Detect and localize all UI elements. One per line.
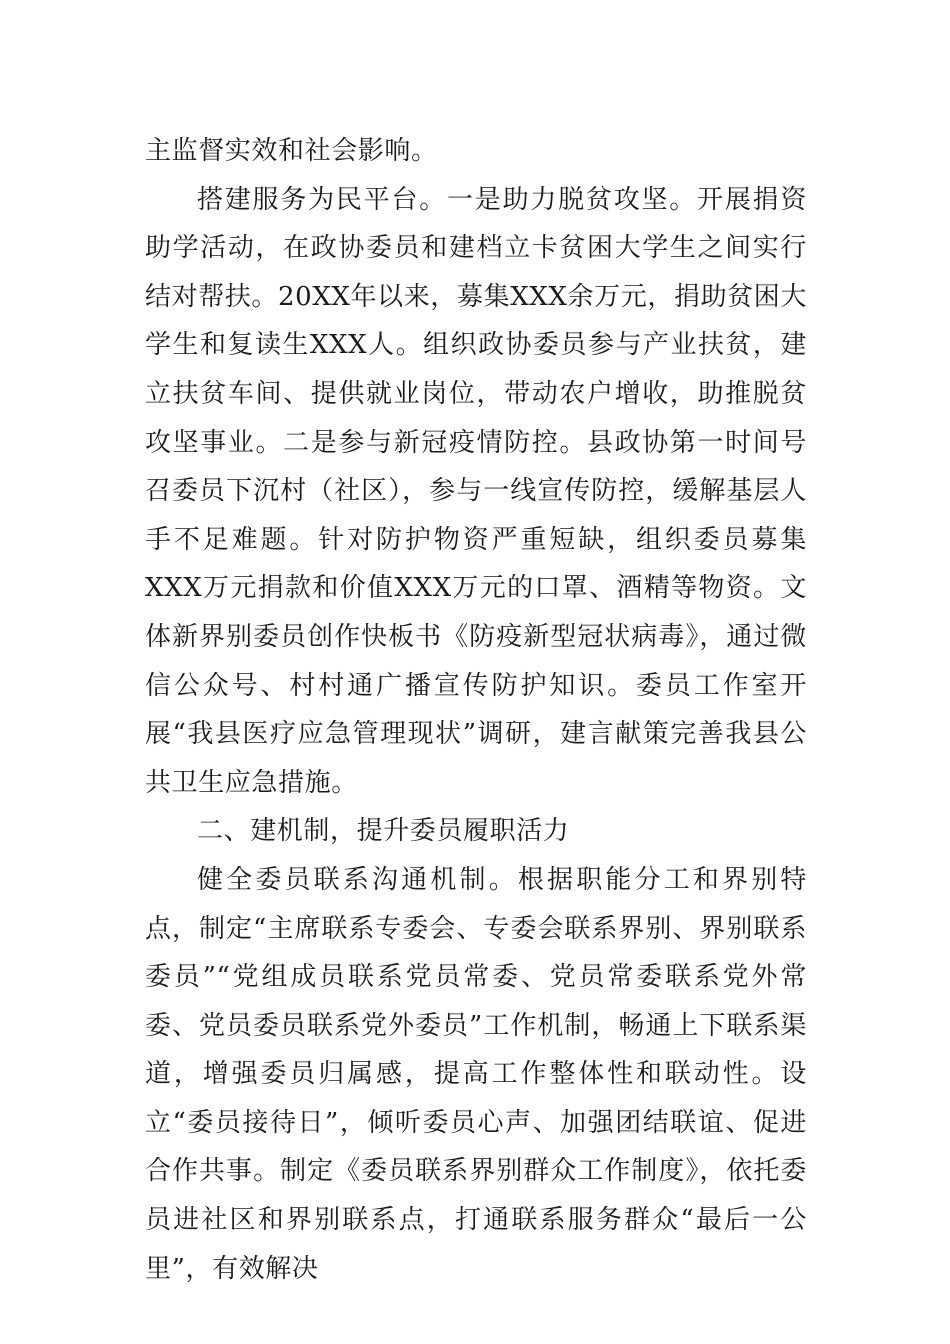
paragraph-service-platform: 搭建服务为民平台。一是助力脱贫攻坚。开展捐资助学活动，在政协委员和建档立卡贫困大学生之间实行结对帮扶。20XX年以来，募集XXX余万元，捐助贫困大学生和复读生XXX人。组织政协委员参与产业扶贫，建立扶贫车间、提供就业岗位，带动农户增收，助推脱贫攻坚事业。二是参与新冠疫情防控。县政协第一时间号召委员下沉村（社区），参与一线宣传防控，缓解基层人手不足难题。针对防护物资严重短缺，组织委员募集XXX万元捐款和价值XXX万元的口罩、酒精等物资。文体新界别委员创作快板书《防疫新型冠状病毒》，通过微信公众号、村村通广播宣传防护知识。委员工作室开展“我县医疗应急管理现状”调研，建言献策完善我县公共卫生应急措施。 [145,184,807,798]
document-body [145,127,807,1293]
paragraph-continued: 主监督实效和社会影响。 [145,136,438,166]
paragraph-communication-mechanism: 健全委员联系沟通机制。根据职能分工和界别特点，制定“主席联系专委会、专委会联系界别、界别联系委员”“党组成员联系党员常委、党员常委联系党外常委、党员委员联系党外委员”工作机制，畅通上下联系渠道，增强委员归属感，提高工作整体性和联动性。设立“委员接待日”，倾听委员心声、加强团结联谊、促进合作共事。制定《委员联系界别群众工作制度》，依托委员进社区和界别联系点，打通联系服务群众“最后一公里”，有效解决 [145,864,807,1284]
section-heading: 二、建机制，提升委员履职活力 [197,816,570,847]
